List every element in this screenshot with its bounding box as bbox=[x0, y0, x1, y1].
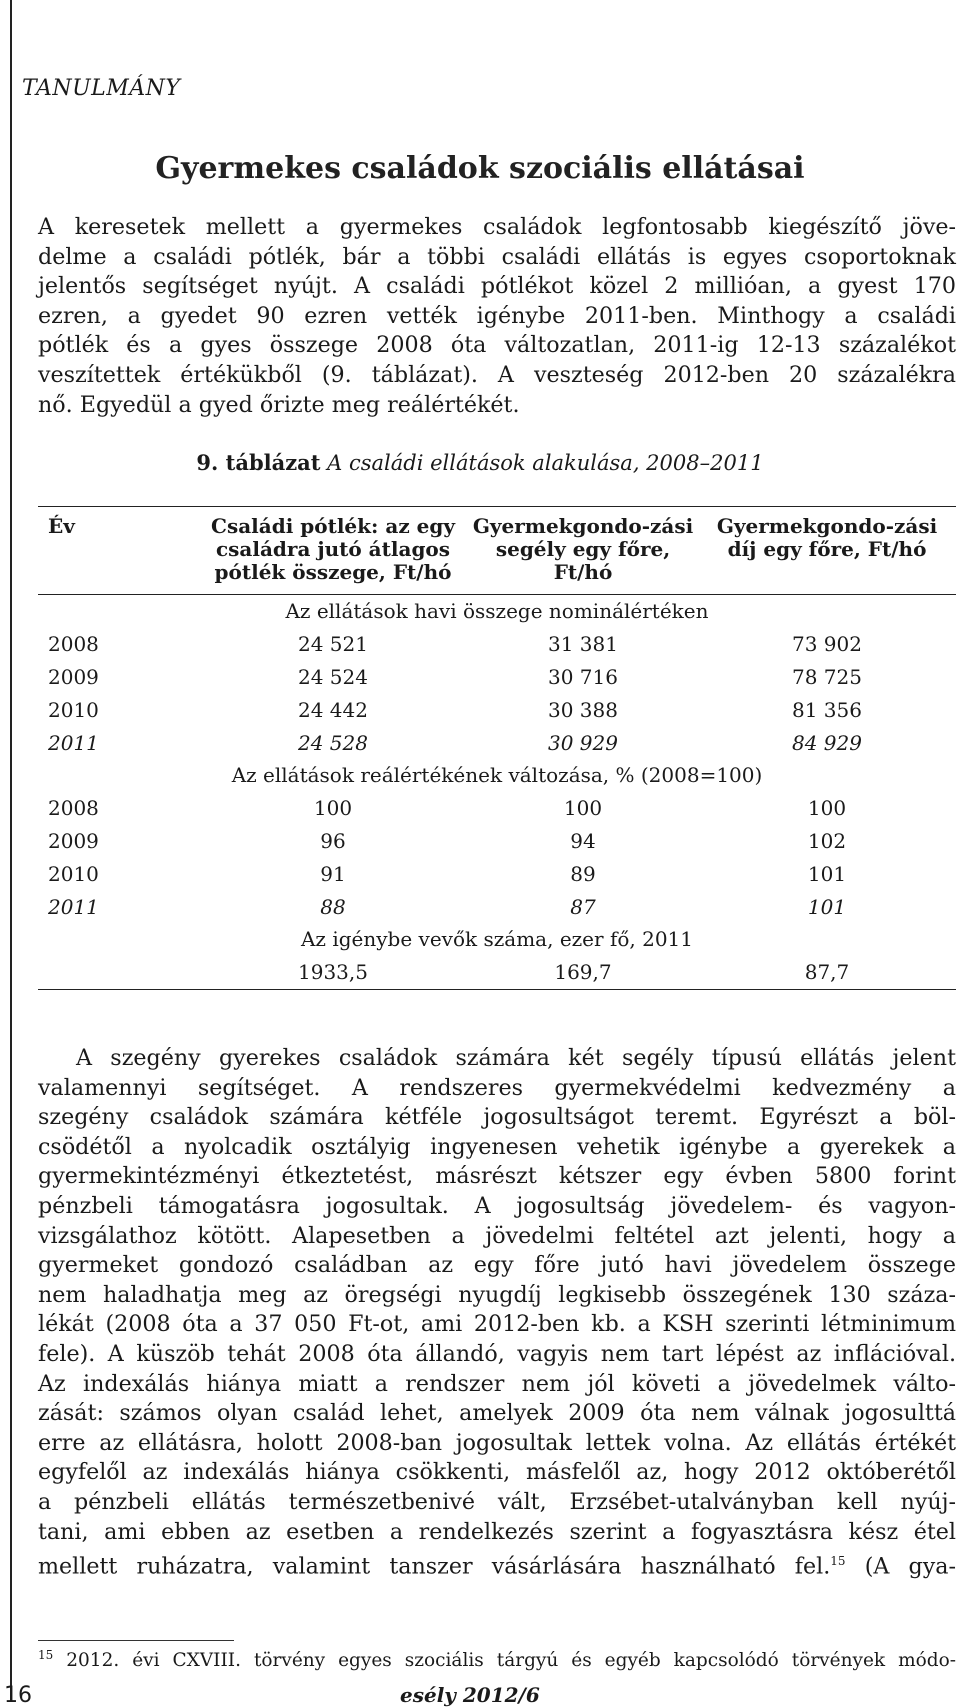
cell-year: 2008 bbox=[48, 631, 99, 656]
cell: 81 356 bbox=[792, 697, 862, 722]
header-family-allowance: Családi pótlék: az egy családra jutó átlagos pótlék összege, Ft/hó bbox=[198, 507, 468, 595]
margin-rule bbox=[10, 0, 12, 1702]
text-line-with-footnote bbox=[38, 1547, 956, 1582]
section-row bbox=[38, 759, 956, 791]
body-paragraph bbox=[38, 1044, 956, 1582]
text-line: gyermeket gondozó családban az egy főre jutó havi jövedelem összege bbox=[38, 1252, 956, 1279]
table-row bbox=[38, 693, 956, 726]
cell-year: 2009 bbox=[48, 828, 99, 853]
table-row bbox=[38, 824, 956, 857]
cell: 91 bbox=[320, 861, 346, 886]
text-line: lékát (2008 óta a 37 050 Ft-ot, ami 2012-ben kb. a KSH szerinti létminimum bbox=[38, 1311, 956, 1338]
header-gyes: Gyermekgondo-zási segély egy főre, Ft/hó bbox=[468, 507, 698, 595]
section-label-real: Az ellátások reálértékének változása, % (2008=100) bbox=[231, 763, 763, 787]
text-line: csödétől a nyolcadik osztályig ingyenesen vehetik igénybe a gyerekek a bbox=[38, 1133, 956, 1160]
cell-year: 2009 bbox=[48, 664, 99, 689]
table-header-row bbox=[38, 507, 956, 595]
cell: 24 442 bbox=[298, 697, 368, 722]
cell: 102 bbox=[807, 828, 847, 853]
footnote bbox=[38, 1648, 956, 1671]
cell: 73 902 bbox=[792, 631, 862, 656]
cell: 88 bbox=[320, 894, 346, 919]
cell: 78 725 bbox=[792, 664, 862, 689]
text-line: nő. Egyedül a gyed őrizte meg reálértékét. bbox=[38, 391, 520, 418]
text-line: veszítettek értékükből (9. táblázat). A veszteség 2012-ben 20 százalékra bbox=[38, 361, 956, 388]
table-row bbox=[38, 660, 956, 693]
header-year: Év bbox=[38, 507, 198, 595]
benefits-table bbox=[38, 506, 956, 990]
table-row bbox=[38, 627, 956, 660]
footnote-ref: 15 bbox=[830, 1554, 846, 1569]
intro-paragraph bbox=[38, 213, 956, 420]
text-fragment: (A gya- bbox=[845, 1553, 957, 1580]
section-label: TANULMÁNY bbox=[22, 76, 181, 101]
text-line: tani, ami ebben az esetben a rendelkezés szerint a fogyasztásra kész étel bbox=[38, 1518, 956, 1545]
cell-year: 2008 bbox=[48, 795, 99, 820]
text-line: szegény családok számára kétféle jogosultságot teremt. Egyrészt a böl- bbox=[38, 1104, 956, 1131]
text-line: A keresetek mellett a gyermekes családok legfontosabb kiegészítő jöve- bbox=[38, 214, 956, 240]
table-caption-text: A családi ellátások alakulása, 2008–2011 bbox=[327, 451, 764, 475]
section-label-recipients: Az igénybe vevők száma, ezer fő, 2011 bbox=[300, 927, 693, 951]
cell: 24 528 bbox=[298, 730, 368, 755]
text-line: a pénzbeli ellátás természetbenivé vált, Erzsébet-utalványban kell nyúj- bbox=[38, 1488, 956, 1515]
footnote-number: 15 bbox=[38, 1648, 54, 1662]
cell: 100 bbox=[807, 795, 847, 820]
cell: 24 521 bbox=[298, 631, 368, 656]
cell: 101 bbox=[807, 894, 847, 919]
text-line: pótlék és a gyes összege 2008 óta változatlan, 2011-ig 12-13 százalékot bbox=[38, 332, 956, 359]
cell: 30 716 bbox=[548, 664, 618, 689]
text-line: nem haladhatja meg az öregségi nyugdíj legkisebb összegének 130 száza- bbox=[38, 1281, 956, 1308]
page-number: 16 bbox=[4, 1683, 32, 1708]
cell-year: 2011 bbox=[48, 730, 99, 755]
text-line: Az indexálás hiánya miatt a rendszer nem jól követi a jövedelmek válto- bbox=[38, 1370, 956, 1397]
cell: 84 929 bbox=[792, 730, 862, 755]
cell: 101 bbox=[807, 861, 847, 886]
text-line: pénzbeli támogatásra jogosultak. A jogosultság jövedelem- és vagyon- bbox=[38, 1192, 956, 1219]
text-line: ezren, a gyedet 90 ezren vették igénybe 2011-ben. Minthogy a családi bbox=[38, 302, 956, 329]
cell: 30 388 bbox=[548, 697, 618, 722]
cell-year bbox=[38, 955, 198, 990]
table-row bbox=[38, 857, 956, 890]
table-row bbox=[38, 791, 956, 824]
cell: 100 bbox=[313, 795, 353, 820]
header-gyed: Gyermekgondo-zási díj egy főre, Ft/hó bbox=[698, 507, 956, 595]
cell-year: 2011 bbox=[48, 894, 99, 919]
cell: 1933,5 bbox=[198, 955, 468, 990]
text-fragment: mellett ruházatra, valamint tanszer vásárlására használható fel. bbox=[38, 1553, 831, 1580]
article-title: Gyermekes családok szociális ellátásai bbox=[155, 151, 805, 186]
section-row bbox=[38, 595, 956, 628]
text-line: fele). A küszöb tehát 2008 óta állandó, vagyis nem tart lépést az inflációval. bbox=[38, 1340, 956, 1367]
text-line: jelentős segítséget nyújt. A családi pótlékot közel 2 millióan, a gyest 170 bbox=[38, 273, 956, 300]
cell-year: 2010 bbox=[48, 861, 99, 886]
cell: 31 381 bbox=[548, 631, 618, 656]
cell: 96 bbox=[320, 828, 346, 853]
cell: 87 bbox=[570, 894, 596, 919]
cell-year: 2010 bbox=[48, 697, 99, 722]
text-line: erre az ellátásra, holott 2008-ban jogosultak lettek volna. Az ellátás értékét bbox=[38, 1429, 956, 1456]
table-row bbox=[38, 726, 956, 759]
cell: 169,7 bbox=[468, 955, 698, 990]
journal-name: esély 2012/6 bbox=[400, 1683, 540, 1707]
text-line: A szegény gyerekes családok számára két segély típusú ellátás jelent bbox=[76, 1045, 956, 1071]
cell: 100 bbox=[563, 795, 603, 820]
section-row bbox=[38, 923, 956, 955]
cell: 94 bbox=[570, 828, 596, 853]
text-line: vizsgálathoz kötött. Alapesetben a jövedelmi feltétel azt jelenti, hogy a bbox=[38, 1222, 956, 1249]
footnote-rule bbox=[38, 1640, 234, 1641]
table-row bbox=[38, 890, 956, 923]
footnote-text: 2012. évi CXVIII. törvény egyes szociális tárgyú és egyéb kapcsolódó törvények módo- bbox=[53, 1650, 956, 1672]
section-label-nominal: Az ellátások havi összege nominálértéken bbox=[285, 599, 709, 623]
table-number: 9. táblázat bbox=[196, 450, 321, 475]
cell: 87,7 bbox=[698, 955, 956, 990]
table-caption bbox=[0, 450, 960, 475]
text-line: delme a családi pótlék, bár a többi családi ellátás is egyes csoportoknak bbox=[38, 243, 956, 270]
cell: 24 524 bbox=[298, 664, 368, 689]
text-line: gyermekintézményi étkeztetést, másrészt kétszer egy évben 5800 forint bbox=[38, 1163, 956, 1190]
text-line: valamennyi segítséget. A rendszeres gyermekvédelmi kedvezmény a bbox=[38, 1074, 956, 1101]
cell: 30 929 bbox=[548, 730, 618, 755]
text-line: zását: számos olyan család lehet, amelyek 2009 óta nem válnak jogosulttá bbox=[38, 1400, 956, 1427]
text-line: egyfelől az indexálás hiánya csökkenti, másfelől az, hogy 2012 októberétől bbox=[38, 1459, 956, 1486]
cell: 89 bbox=[570, 861, 596, 886]
table-row bbox=[38, 955, 956, 990]
